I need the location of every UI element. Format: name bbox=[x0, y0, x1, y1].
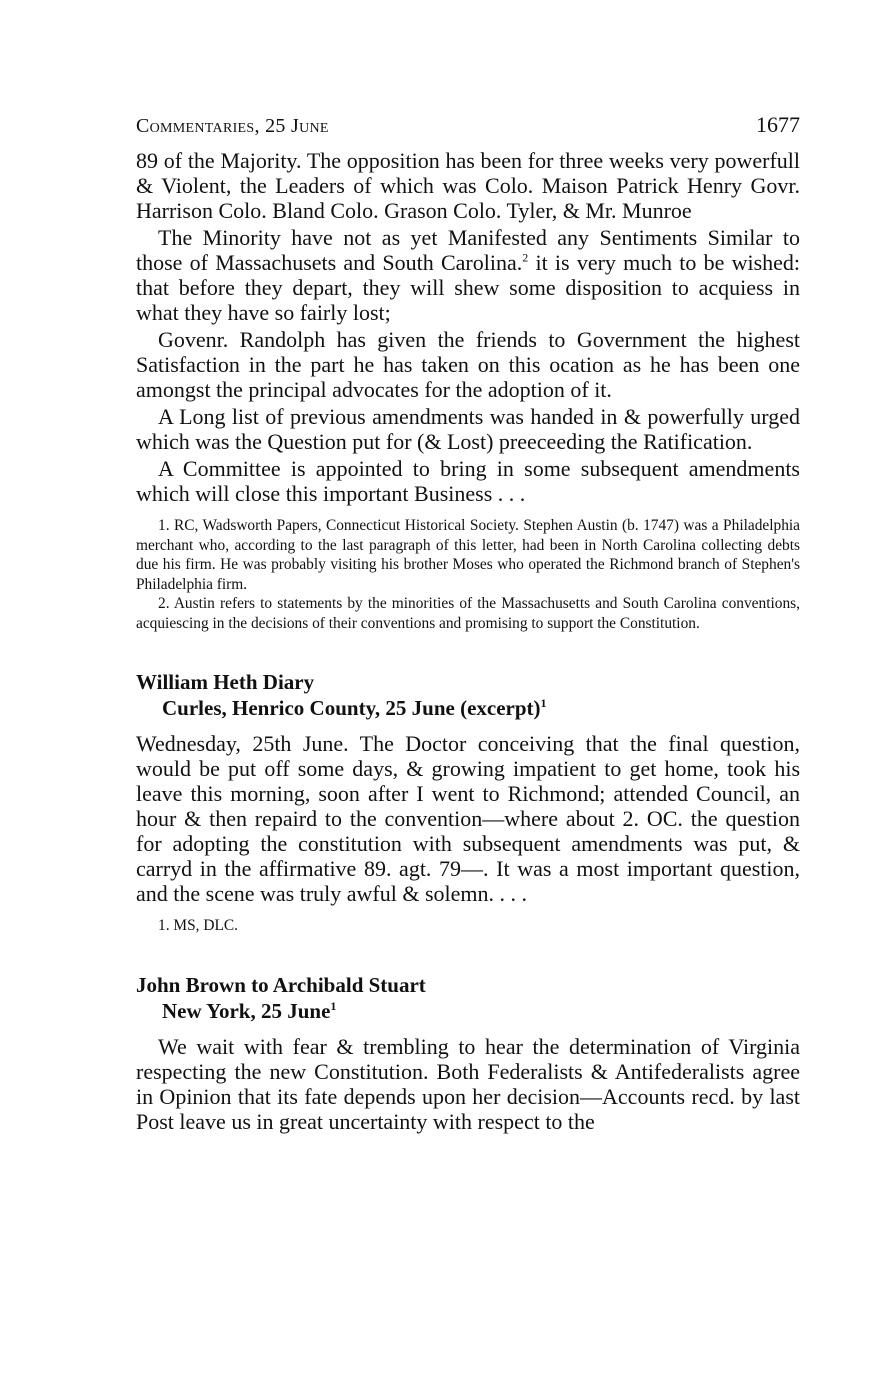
paragraph: A Committee is appointed to bring in some subsequent amendments which will close this important Business . . . bbox=[136, 456, 800, 506]
paragraph: 89 of the Majority. The opposition has been for three weeks very powerfull & Violent, the Leaders of which was Colo. Maison Patrick Henry Govr. Harrison Colo. Bland Colo. Grason Colo. Tyler, & Mr. Munroe bbox=[136, 148, 800, 223]
footnote: 1. RC, Wadsworth Papers, Connecticut Historical Society. Stephen Austin (b. 1747) was a Philadelphia merchant who, according to the last paragraph of this letter, had been in North Carolina collecting debts due his firm. He was probably visiting his brother Moses who operated the Richmond branch of Stephen's Philadelphia firm. bbox=[136, 517, 800, 593]
brown-letter-section bbox=[136, 972, 800, 1134]
running-head-title: Commentaries, 25 June bbox=[136, 115, 329, 137]
footnote-ref: 1 bbox=[330, 998, 337, 1013]
document-page bbox=[136, 112, 800, 1134]
paragraph: A Long list of previous amendments was handed in & powerfully urged which was the Question put for (& Lost) preeceeding the Ratification. bbox=[136, 404, 800, 454]
austin-letter-continuation bbox=[136, 148, 800, 633]
paragraph: Govenr. Randolph has given the friends to Government the highest Satisfaction in the part he has taken on this ocation as he has been one amongst the principal advocates for the adoption of it. bbox=[136, 327, 800, 402]
heth-diary-section bbox=[136, 669, 800, 936]
footnotes bbox=[136, 516, 800, 633]
section-heading: John Brown to Archibald Stuart bbox=[136, 972, 426, 997]
footnote: 1. MS, DLC. bbox=[158, 917, 238, 934]
subheading-text: New York, 25 June bbox=[162, 998, 331, 1023]
running-head bbox=[136, 112, 800, 138]
paragraph bbox=[136, 225, 800, 325]
footnote-ref: 2 bbox=[522, 250, 529, 265]
section-heading: William Heth Diary bbox=[136, 670, 315, 694]
paragraph-text: it is very much to be wished: that before they depart, they will shew some disposition to acquiess in what they have so fairly lost; bbox=[136, 250, 801, 325]
footnote-ref: 1 bbox=[540, 696, 547, 710]
section-subheading bbox=[136, 695, 800, 721]
footnote: 2. Austin refers to statements by the minorities of the Massachusetts and South Carolina conventions, acquiescing in the decisions of their conventions and promising to support the Constitution. bbox=[136, 595, 800, 632]
paragraph: We wait with fear & trembling to hear the determination of Virginia respecting the new Constitution. Both Federalists & Antifederalists agree in Opinion that its fate depends upon her decision—Accounts recd. by last Post leave us in great uncertainty with respect to the bbox=[136, 1033, 800, 1134]
section-subheading bbox=[136, 998, 800, 1024]
subheading-text: Curles, Henrico County, 25 June (excerpt) bbox=[162, 696, 541, 720]
paragraph: Wednesday, 25th June. The Doctor conceiving that the final question, would be put off some days, & growing impatient to get home, took his leave this morning, soon after I went to Richmond; attended Council, an hour & then repaird to the convention—where about 2. OC. the question for adopting the constitution with subsequent amendments was put, & carryd in the affirmative 89. agt. 79—. It was a most important question, and the scene was truly awful & solemn. . . . bbox=[136, 731, 800, 906]
paragraph-text: The Minority have not as yet Manifested any Sentiments Similar to those of Massachusets and South Carolina. bbox=[136, 225, 800, 275]
page-number: 1677 bbox=[756, 112, 800, 137]
